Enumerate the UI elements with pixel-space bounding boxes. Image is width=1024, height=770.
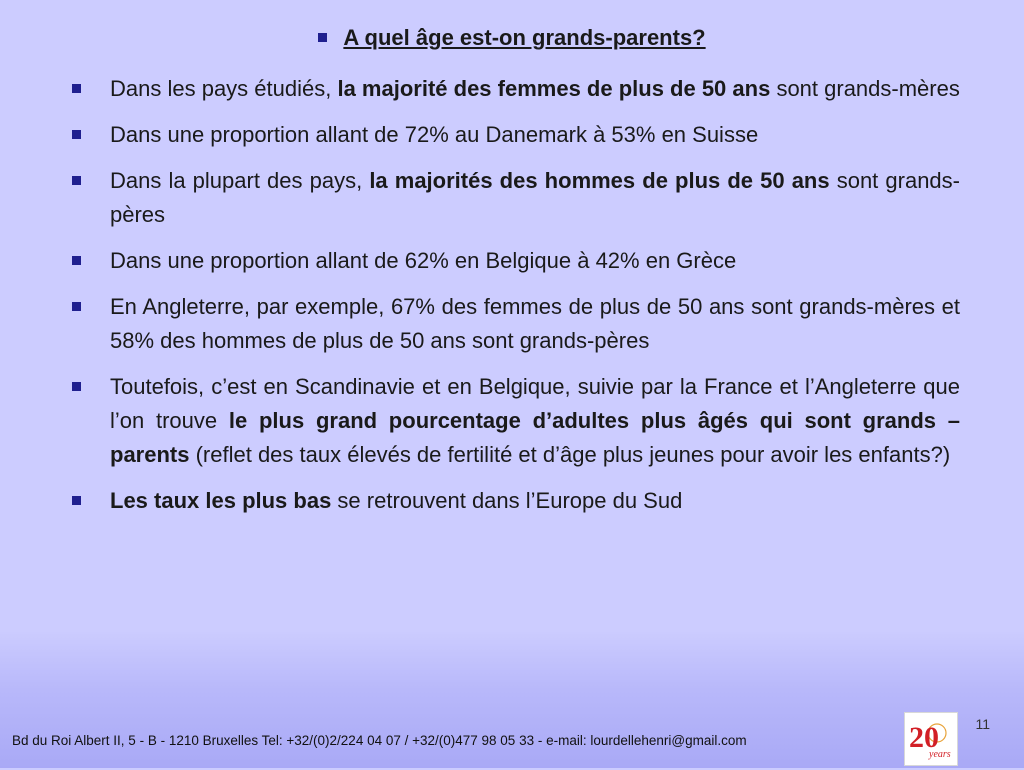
bullet-icon (72, 382, 81, 391)
logo-number: 20 (909, 721, 939, 754)
footer-address: Bd du Roi Albert II, 5 - B - 1210 Bruxelles Tel: +32/(0)2/224 04 07 / +32/(0)477 98 05 33 - e-mail: lourdellehenri@gmail.com (12, 733, 747, 748)
bullet-icon (72, 256, 81, 265)
twenty-years-logo (904, 712, 958, 766)
bullet-text: se retrouvent dans l’Europe du Sud (331, 488, 683, 513)
bullet-item-scandinavia (72, 370, 960, 472)
bullet-bold-text: la majorité des femmes de plus de 50 ans (337, 76, 771, 101)
bullet-icon (72, 84, 81, 93)
bullet-icon (72, 130, 81, 139)
slide-title-text: A quel âge est-on grands-parents? (343, 25, 706, 50)
bullet-text: Dans les pays étudiés, (110, 76, 338, 101)
bullet-item-england (72, 290, 960, 358)
bullet-item-women-proportion (72, 118, 960, 152)
logo-word: years (929, 749, 951, 760)
bullet-text: sont grands-pères (110, 168, 960, 227)
twenty-years-logo-icon (905, 713, 957, 765)
bullet-text: sont grands-mères (770, 76, 960, 101)
title-bullet-icon (318, 33, 327, 42)
bullet-icon (72, 496, 81, 505)
bullet-text: Dans une proportion allant de 62% en Belgique à 42% en Grèce (110, 248, 737, 273)
bullet-bold-text: Les taux les plus bas (110, 488, 332, 513)
bullet-item-women-majority (72, 72, 960, 106)
bullet-item-lowest-rates (72, 484, 960, 518)
bullet-text: Dans une proportion allant de 72% au Danemark à 53% en Suisse (110, 122, 759, 147)
bullet-list (72, 72, 960, 530)
bullet-bold-text: la majorités des hommes de plus de 50 ans (369, 168, 830, 193)
bullet-icon (72, 176, 81, 185)
bullet-item-men-majority (72, 164, 960, 232)
bullet-text: Dans la plupart des pays, (110, 168, 370, 193)
bullet-bold-text: le plus grand pourcentage d’adultes plus âgés qui sont grands –parents (110, 408, 960, 467)
bullet-text: Toutefois, c’est en Scandinavie et en Belgique, suivie par la France et l’Angleterre que l’on trouve (110, 374, 960, 433)
bullet-icon (72, 302, 81, 311)
bullet-text: (reflet des taux élevés de fertilité et d’âge plus jeunes pour avoir les enfants?) (189, 442, 951, 467)
bullet-text: En Angleterre, par exemple, 67% des femmes de plus de 50 ans sont grands-mères et 58% des hommes de plus de 50 ans sont grands-pères (110, 294, 960, 353)
page-number: 11 (975, 716, 990, 732)
slide-title (0, 24, 1024, 52)
bullet-item-men-proportion (72, 244, 960, 278)
